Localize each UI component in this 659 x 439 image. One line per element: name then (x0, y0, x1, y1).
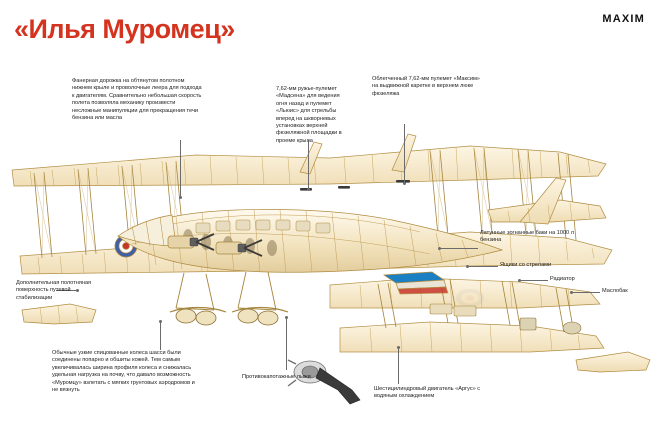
leader-dot-madsen-lewis (307, 188, 310, 191)
leader-dot-argus-engine (397, 346, 400, 349)
callout-radiator: Радиатор (550, 276, 575, 282)
callout-oil-tank: Маслобак (602, 288, 628, 294)
leader-dot-oil-tank (570, 291, 573, 294)
leader-line-bomb-boxes (468, 266, 498, 267)
leader-dot-plywood-walkway (179, 196, 182, 199)
callout-extra-stabilizer: Дополнительная полотняная поверхность путевой стабилизации (16, 280, 92, 301)
callout-bomb-boxes: Ящики со стрелами (500, 262, 552, 268)
leader-line-maxim-gun (404, 124, 405, 184)
leader-dot-bomb-boxes (466, 265, 469, 268)
leader-dot-skids (285, 316, 288, 319)
leader-line-argus-engine (398, 348, 399, 384)
leader-line-madsen-lewis (308, 140, 309, 190)
callout-anti-capsize-skids: Противокапотажные лыжи (242, 374, 311, 380)
page-title: «Илья Муромец» (14, 14, 235, 44)
leader-dot-radiator (518, 279, 521, 282)
callout-argus-engine: Шестицилиндровый двигатель «Аргус» с водяным охлаждением (374, 386, 481, 400)
callout-landing-gear-wheels: Обычные узкие спицованные колеса шасси были соединены попарно и обшиты кожей. Тем самым увеличивалась ширина профиля колеса и снижалась удельная нагрузка на почву, что давало возможность «Муромцу» взлетать с мягких грунтовых аэродромов и не вязнуть (52, 350, 195, 394)
leader-dot-maxim-gun (403, 182, 406, 185)
callout-fuel-tanks: Латунные зогнанные баки на 1000 л бензина (480, 230, 574, 244)
callout-madsen-lewis-guns: 7,62-мм ружье-пулемет «Мадсена» для ведения огня назад и пулемет «Льюис» для стрельбы вперед на шкворневых установках верхней фюзеляжной площадки в проеме крыла (276, 86, 342, 144)
leader-line-landing-gear (160, 322, 161, 350)
leader-dot-fuel-tanks (438, 247, 441, 250)
leader-line-fuel-tanks (440, 248, 478, 249)
leader-line-radiator (520, 280, 548, 281)
leader-line-plywood-walkway (180, 140, 181, 198)
callout-plywood-walkway: Фанерная дорожка на обтянутом полотном нижнем крыле и проволочные леера для подхода к двигателям. Сравнительно небольшая скорость полета позволяла механику произвести несложные манипуляции для прекращения течи бензина или масла (72, 78, 202, 122)
leader-line-oil-tank (572, 292, 600, 293)
callout-maxim-gun: Облегченный 7,62-мм пулемет «Максим» на выдвижной каретке в верхнем люке фюзеляжа (372, 76, 480, 97)
magazine-logo: MAXIM (602, 13, 645, 25)
leader-dot-landing-gear (159, 320, 162, 323)
leader-line-skids (286, 318, 287, 370)
